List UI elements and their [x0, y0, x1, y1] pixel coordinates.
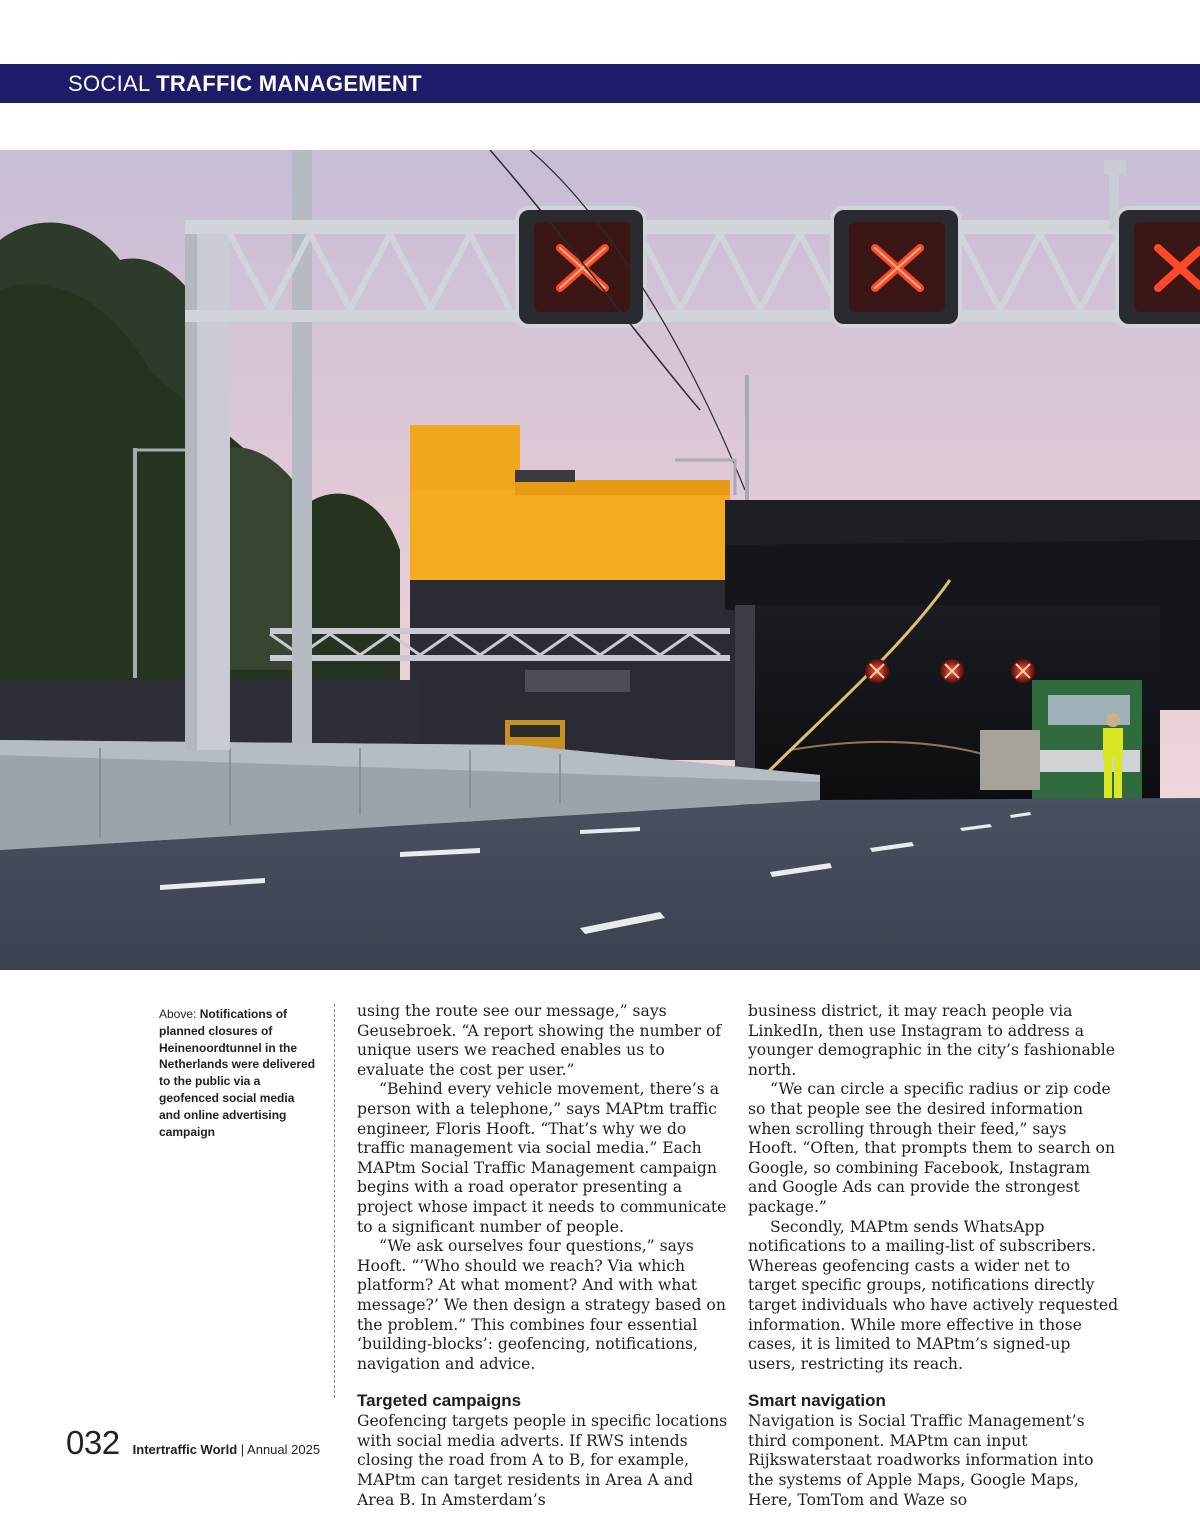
tunnel-closure-photo: [0, 150, 1200, 970]
section-title-light: SOCIAL: [68, 71, 150, 96]
paragraph: “Behind every vehicle movement, there’s a person with a telephone,” says MAPtm traffic engineer, Floris Hooft. “That’s why we do traffic management via social media.” Each MAPtm Social Traffic Management campaign begins with a road operator presenting a project whose impact it needs to communicate to a significant number of people.: [357, 1080, 727, 1236]
paragraph: “We can circle a specific radius or zip code so that people see the desired information when scrolling through their feed,” says Hooft. “Often, that prompts them to search on Google, so combining Facebook, Instagram and Google Ads can provide the strongest package.”: [748, 1080, 1115, 1216]
photo-caption: [159, 1006, 319, 1140]
publication-name: Intertraffic World: [132, 1442, 238, 1457]
paragraph: business district, it may reach people via LinkedIn, then use Instagram to address a younger demographic in the city’s fashionable north.: [748, 1002, 1115, 1079]
paragraph: Secondly, MAPtm sends WhatsApp notifications to a mailing-list of subscribers. Whereas geofencing casts a wider net to target specific groups, notifications directly target individuals who have actively requested information. While more effective in those cases, it is limited to MAPtm’s signed-up users, restricting its reach.: [748, 1217, 1119, 1373]
column-divider: [334, 1004, 335, 1398]
paragraph: “We ask ourselves four questions,” says Hooft. “’Who should we reach? Via which platform? At what moment? And with what message?’ We then design a strategy based on the problem.” This combines four essential ‘building-blocks’: geofencing, notifications, navigation and advice.: [357, 1237, 726, 1373]
paragraph: using the route see our message,” says Geusebroek. “A report showing the number of unique users we reached enables us to evaluate the cost per user.”: [357, 1002, 722, 1079]
paragraph: Geofencing targets people in specific locations with social media adverts. If RWS intends closing the road from A to B, for example, MAPtm can target residents in Area A and Area B. In Amsterdam’s: [357, 1412, 728, 1509]
section-title-bold: TRAFFIC MANAGEMENT: [156, 71, 422, 96]
publication-issue: Annual 2025: [247, 1442, 321, 1457]
caption-text: Notifications of planned closures of Heinenoordtunnel in the Netherlands were delivered to the public via a geofenced social media and online advertising campaign: [159, 1007, 316, 1139]
subheading-targeted-campaigns: Targeted campaigns: [357, 1391, 522, 1411]
text-column-2: [748, 1002, 1120, 1510]
paragraph: Navigation is Social Traffic Management’s third component. MAPtm can input Rijkswaterstaat roadworks information into the systems of Apple Maps, Google Maps, Here, TomTom and Waze so: [748, 1412, 1094, 1509]
footer-separator: |: [237, 1442, 248, 1457]
section-header-bar: [0, 64, 1200, 103]
page-number: 032: [66, 1424, 120, 1461]
text-column-1: [357, 1002, 729, 1510]
subheading-smart-navigation: Smart navigation: [748, 1391, 886, 1411]
section-title: [68, 64, 422, 104]
caption-label: Above:: [159, 1007, 197, 1021]
page-footer: [66, 1424, 320, 1464]
